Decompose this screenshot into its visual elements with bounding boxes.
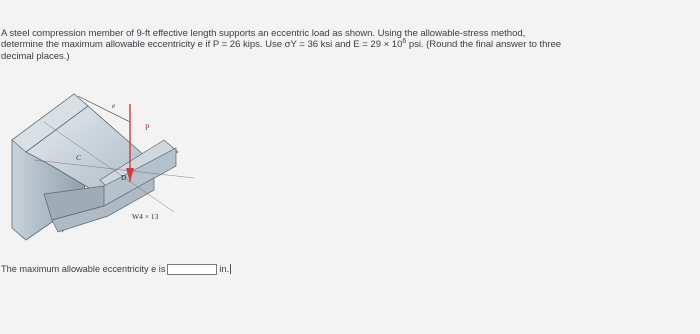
exponent: 6 xyxy=(402,38,407,46)
eccentricity-answer-input[interactable] xyxy=(167,264,217,275)
problem-line-2 xyxy=(1,39,691,50)
section-label: W4 × 13 xyxy=(132,212,159,221)
label-p: P xyxy=(145,123,150,132)
answer-row xyxy=(1,262,231,276)
answer-unit: in. xyxy=(219,264,230,274)
problem-statement xyxy=(1,28,691,62)
text-cursor xyxy=(230,264,231,274)
problem-line-1: A steel compression member of 9-ft effective length supports an eccentric load as shown. Using the allowable-stress method, xyxy=(1,28,526,39)
label-d: D xyxy=(121,173,127,182)
problem-line-2-text: determine the maximum allowable eccentricity e if P = 26 kips. Use σY = 36 ksi and E = 29 × 10 xyxy=(1,39,403,51)
label-c: C xyxy=(76,153,82,162)
problem-line-2-end: psi. (Round the final answer to three xyxy=(406,39,562,51)
answer-prompt: The maximum allowable eccentricity e is xyxy=(1,264,166,274)
column-figure xyxy=(4,82,204,242)
label-e: e xyxy=(112,102,116,110)
problem-line-3: decimal places.) xyxy=(1,50,70,62)
